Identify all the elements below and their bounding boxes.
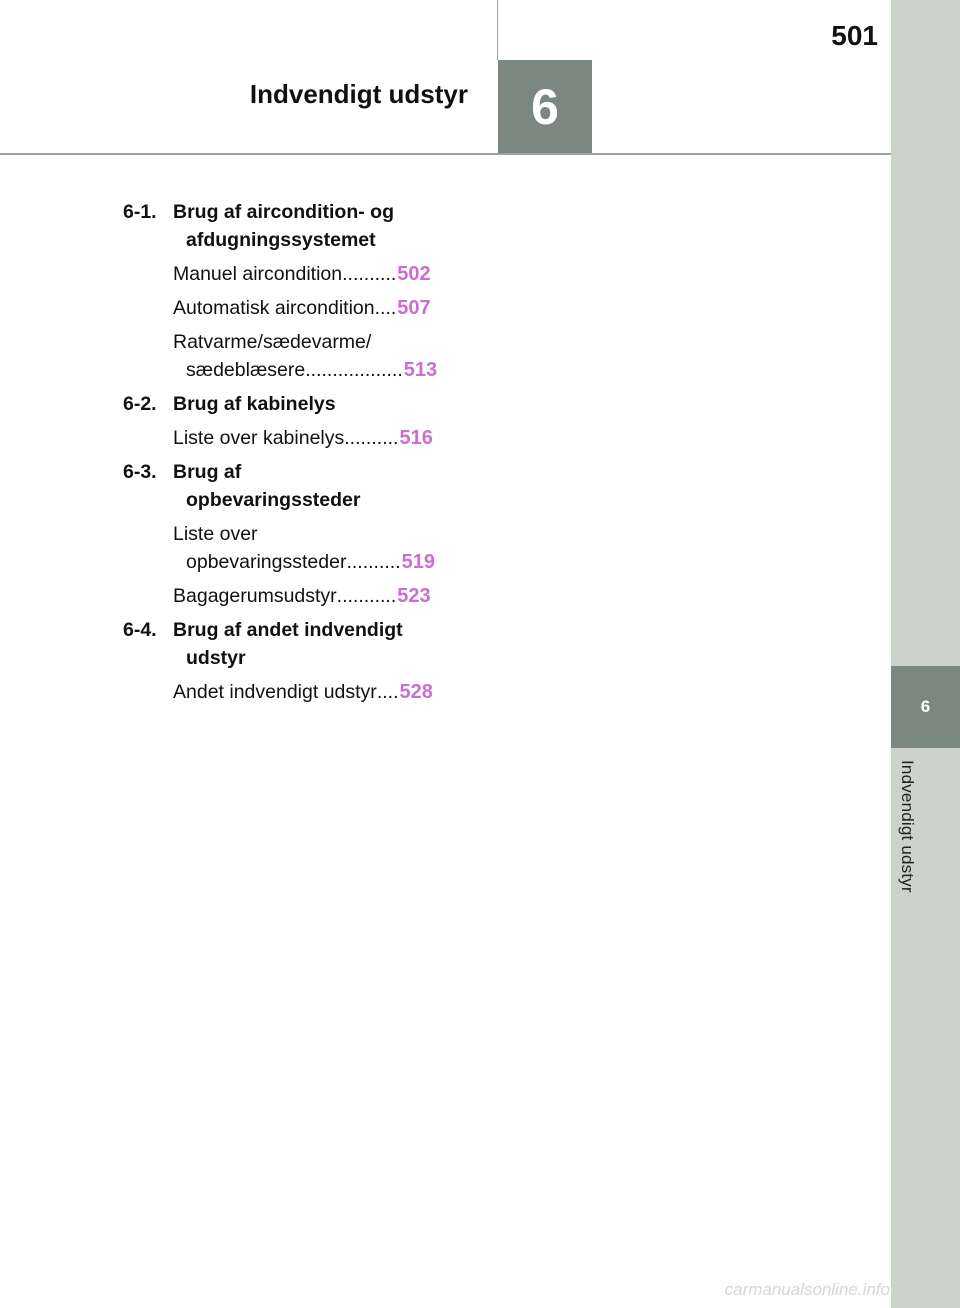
entry-title: Manuel aircondition [173,263,343,285]
chapter-number-box [498,60,592,153]
entry-leader-dots: .................. [305,359,403,381]
header-divider-vertical [497,0,498,60]
section-title: Brug af aircondition- og [173,201,394,223]
section-number: 6-3. [123,461,157,483]
entry-title-cont: sædeblæsere [186,359,306,381]
entry-page-link[interactable]: 519 [401,551,435,573]
section-number: 6-2. [123,393,157,415]
chapter-number: 6 [531,78,559,135]
section-number: 6-1. [123,201,157,223]
entry-page-link[interactable]: 513 [403,359,438,381]
entry-page-link[interactable]: 528 [399,681,433,703]
side-strip [891,0,960,1308]
table-of-contents [123,198,463,712]
entry-leader-dots: .... [374,297,397,319]
toc-section-6-4[interactable] [123,616,463,672]
entry-title: Automatisk aircondition [173,297,375,319]
entry-page-link[interactable]: 523 [397,585,431,607]
watermark: carmanualsonline.info [724,1280,890,1299]
section-title: Brug af andet indvendigt [173,619,403,641]
side-chapter-tab[interactable] [891,666,960,748]
entry-leader-dots: ........... [336,585,397,607]
section-title-cont: udstyr [186,647,246,669]
toc-entry[interactable] [123,520,463,576]
section-title: Brug af kabinelys [173,393,336,415]
entry-leader-dots: .... [376,681,399,703]
entry-title: Liste over [173,523,258,545]
section-title: Brug af [173,461,242,483]
entry-title: Liste over kabinelys [173,427,345,449]
toc-section-6-3[interactable] [123,458,463,514]
entry-page-link[interactable]: 502 [397,263,431,285]
entry-page-link[interactable]: 507 [397,297,431,319]
section-title-cont: afdugningssystemet [186,229,376,251]
page-number: 501 [831,20,878,51]
toc-entry[interactable] [123,294,463,322]
toc-entry[interactable] [123,424,463,452]
toc-entry[interactable] [123,582,463,610]
toc-section-6-2[interactable] [123,390,463,418]
header-divider-horizontal [0,153,891,155]
entry-title: Bagagerumsudstyr [173,585,337,607]
entry-leader-dots: .......... [344,427,399,449]
side-chapter-number: 6 [920,697,931,716]
chapter-title: Indvendigt udstyr [249,79,468,109]
toc-entry[interactable] [123,260,463,288]
toc-entry[interactable] [123,328,463,384]
toc-entry[interactable] [123,678,463,706]
entry-title: Ratvarme/sædevarme/ [173,331,372,353]
section-number: 6-4. [123,619,157,641]
section-title-cont: opbevaringssteder [186,489,361,511]
entry-title: Andet indvendigt udstyr [173,681,377,703]
entry-page-link[interactable]: 516 [399,427,433,449]
entry-leader-dots: .......... [346,551,401,573]
entry-title-cont: opbevaringssteder [186,551,347,573]
side-chapter-label: Indvendigt udstyr [898,760,917,893]
toc-section-6-1[interactable] [123,198,463,254]
entry-leader-dots: .......... [342,263,397,285]
